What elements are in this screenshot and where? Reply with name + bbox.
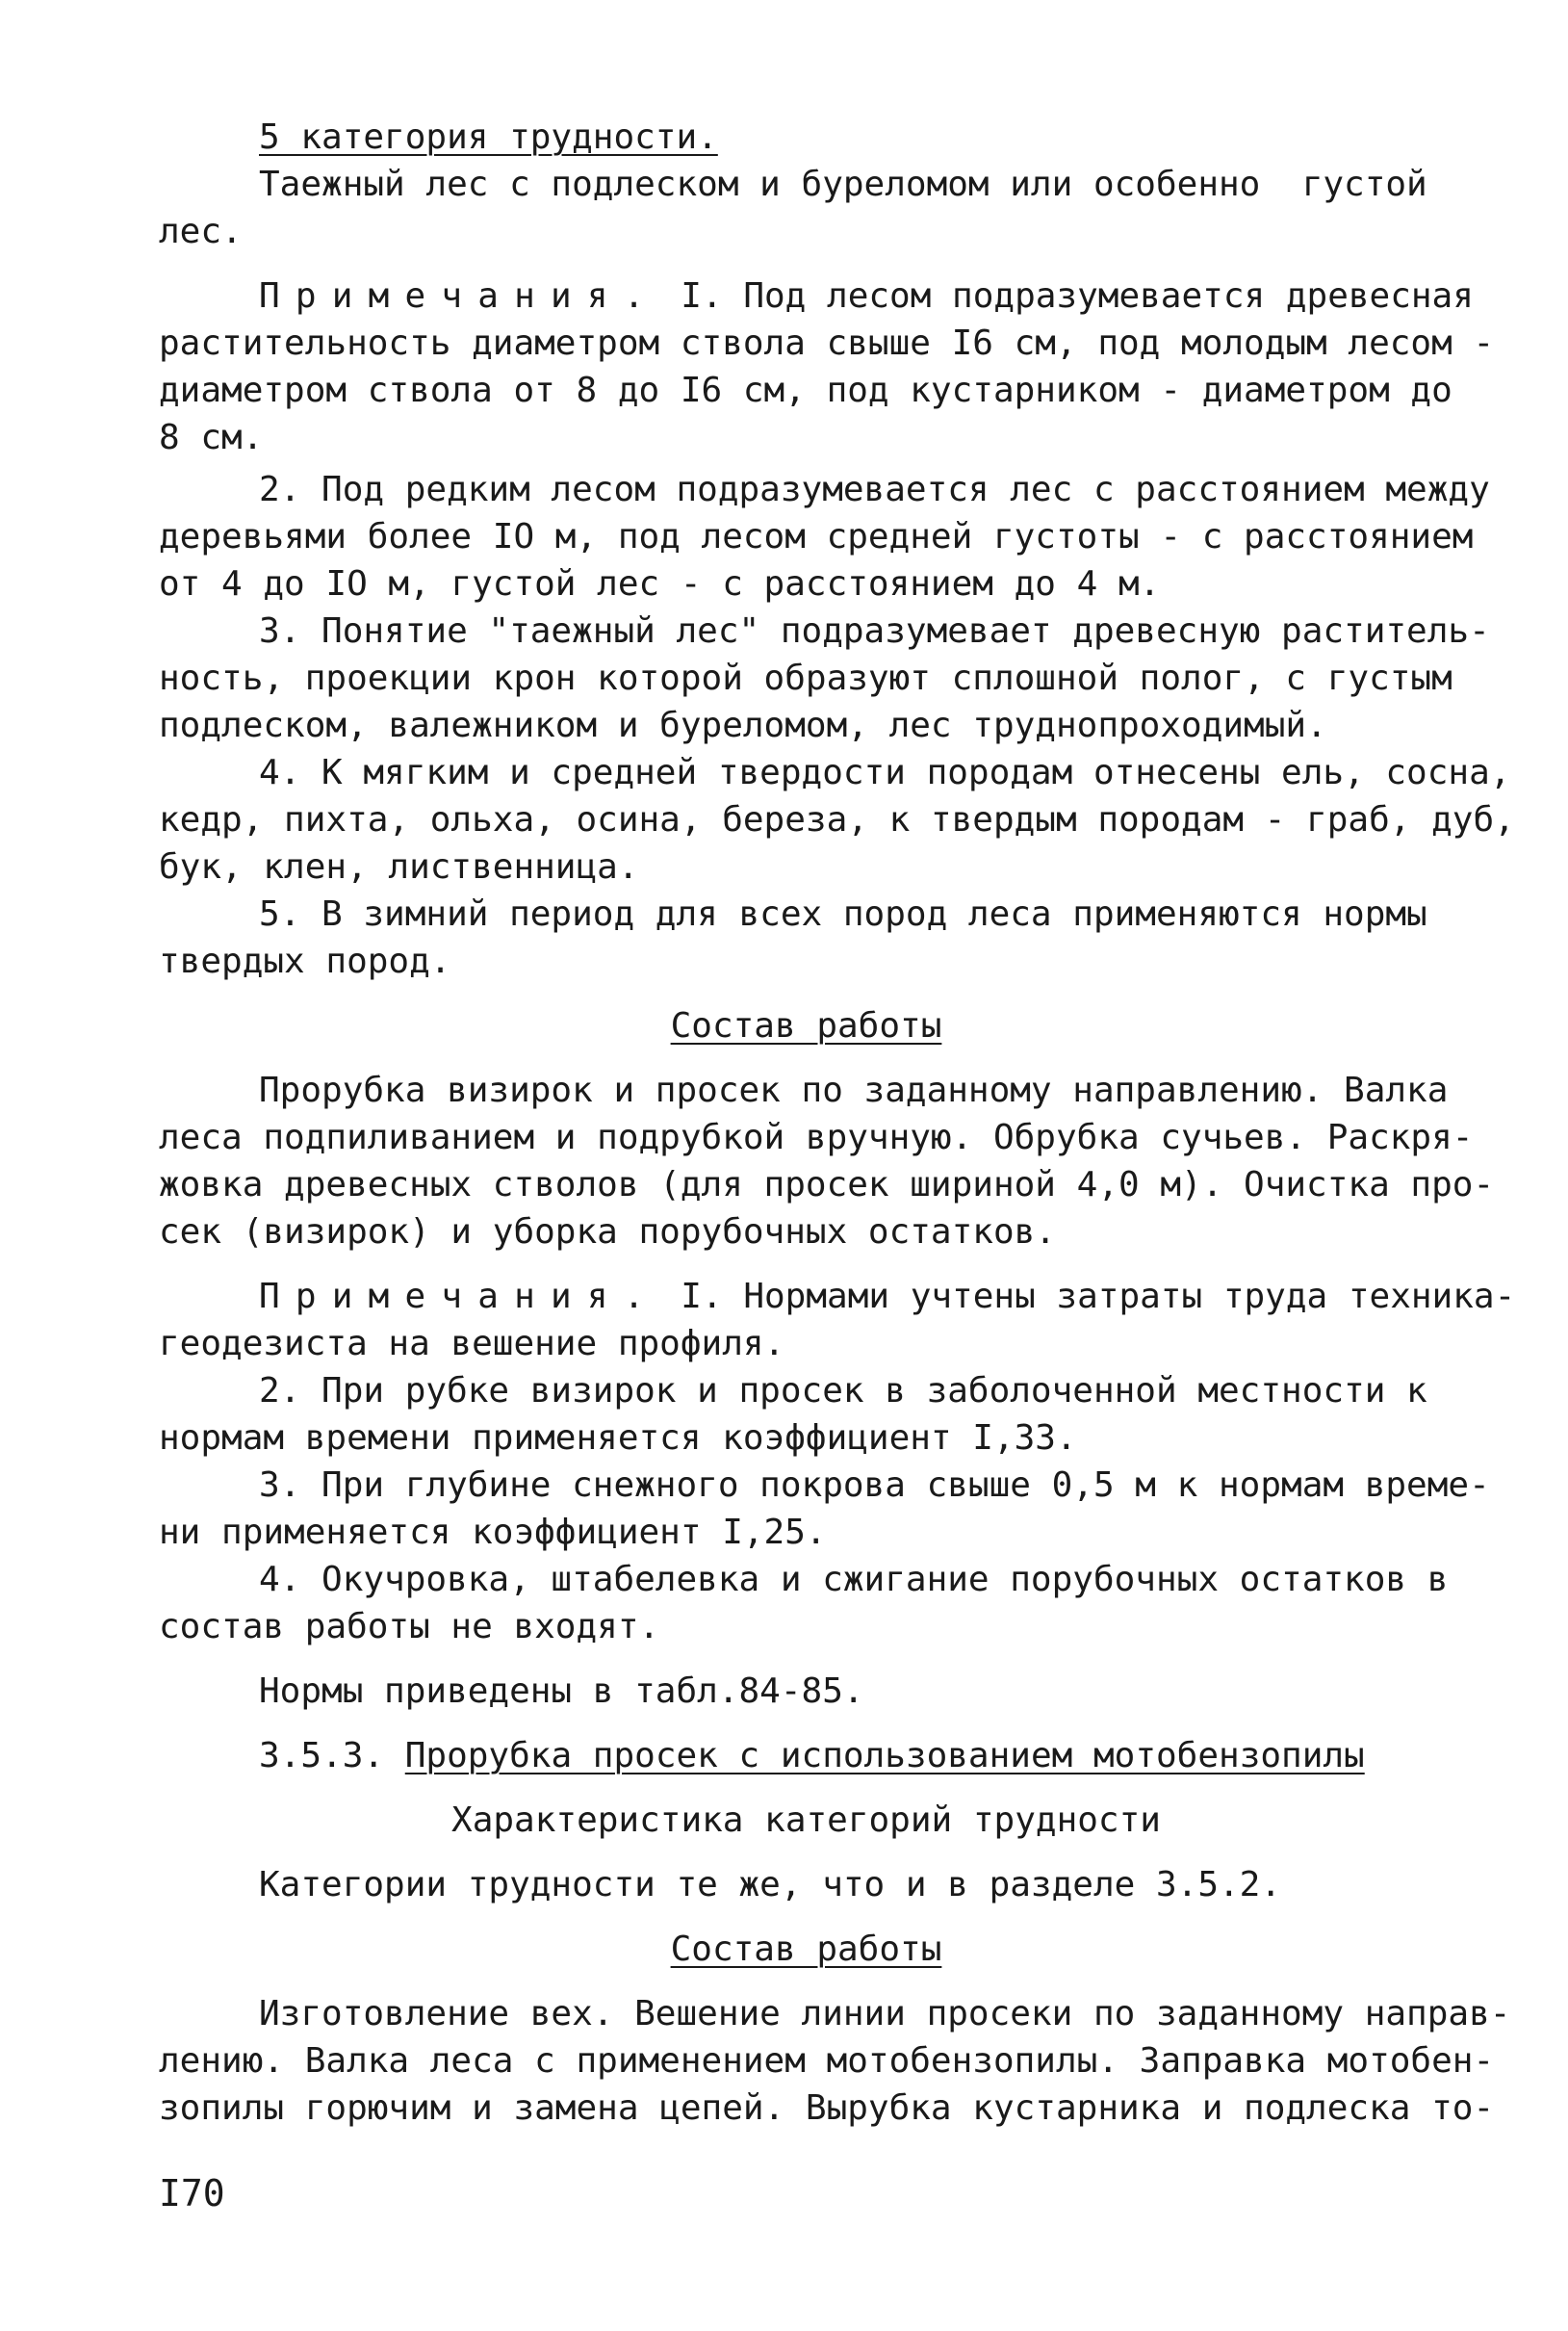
notes2-note4-line: состав работы не входят. <box>159 1607 660 1646</box>
notes1-note3-line: подлеском, валежником и буреломом, лес труднопроходимый. <box>159 706 1327 745</box>
notes2-note4-line: 4. Окучровка, штабелевка и сжигание порубочных остатков в <box>259 1560 1449 1599</box>
notes1-note5-line: твердых пород. <box>159 942 451 981</box>
notes1-note1-line: диаметром ствола от 8 до I6 см, под кустарником - диаметром до <box>159 371 1452 410</box>
work1-paragraph-line: леса подпиливанием и подрубкой вручную. Обрубка сучьев. Раскря- <box>159 1118 1474 1157</box>
notes2-note1-text: I. Нормами учтены затраты труда техника- <box>659 1277 1516 1316</box>
notes2-note2-line: 2. При рубке визирок и просек в заболоченной местности к <box>259 1371 1427 1411</box>
section5-heading: 5 категория трудности. <box>259 117 718 157</box>
work2-heading: Состав работы <box>670 1930 942 1969</box>
section5-desc-line: лес. <box>159 212 243 251</box>
characteristics-text: Категории трудности те же, что и в разделе 3.5.2. <box>259 1865 1282 1904</box>
notes1-note2-line: от 4 до IO м, густой лес - с расстоянием до 4 м. <box>159 564 1161 604</box>
section353-title: Прорубка просек с использованием мотобензопилы <box>404 1736 1365 1775</box>
section353-heading <box>159 1732 1453 1779</box>
work2-paragraph-line: лению. Валка леса с применением мотобензопилы. Заправка мотобен- <box>159 2041 1495 2081</box>
notes1-note2-line: 2. Под редким лесом подразумевается лес с расстоянием между <box>259 470 1490 509</box>
work2-paragraph-line: зопилы горючим и замена цепей. Вырубка кустарника и подлеска то- <box>159 2088 1495 2128</box>
work1-paragraph-line: Прорубка визирок и просек по заданному направлению. Валка <box>259 1071 1449 1110</box>
notes1-note3-line: 3. Понятие "таежный лес" подразумевает древесную раститель- <box>259 611 1490 651</box>
work1-paragraph-line: сек (визирок) и уборка порубочных остатков. <box>159 1212 1056 1252</box>
work2-heading-row <box>159 1926 1453 1973</box>
notes1-lead: Примечания. <box>259 276 660 316</box>
notes1-note1-line: 8 см. <box>159 418 264 457</box>
notes2-note3-line: ни применяется коэффициент I,25. <box>159 1513 827 1552</box>
work1-paragraph-line: жовка древесных стволов (для просек шириной 4,0 м). Очистка про- <box>159 1165 1495 1204</box>
page-number: I70 <box>159 2172 225 2214</box>
work1-heading-row <box>159 1002 1453 1049</box>
notes1-note4-line: 4. К мягким и средней твердости породам отнесены ель, сосна, <box>259 753 1511 792</box>
characteristics-heading: Характеристика категорий трудности <box>451 1800 1161 1840</box>
notes2-note3-line: 3. При глубине снежного покрова свыше 0,5 м к нормам време- <box>259 1465 1490 1505</box>
document-page <box>159 114 1516 2132</box>
norms-reference: Нормы приведены в табл.84-85. <box>259 1671 864 1711</box>
notes1-note5-line: 5. В зимний период для всех пород леса применяются нормы <box>259 894 1427 934</box>
work1-heading: Состав работы <box>670 1006 942 1046</box>
notes1-note1-line: растительность диаметром ствола свыше I6 см, под молодым лесом - <box>159 324 1495 363</box>
section5-desc-line: Таежный лес с подлеском и буреломом или особенно густой <box>259 165 1427 204</box>
notes1-note4-line: кедр, пихта, ольха, осина, береза, к твердым породам - граб, дуб, <box>159 800 1515 840</box>
notes1-note4-line: бук, клен, лиственница. <box>159 847 639 887</box>
notes2-note1-line <box>159 1273 1516 1320</box>
notes2-note2-line: нормам времени применяется коэффициент I,33. <box>159 1418 1077 1458</box>
notes2-note1-line: геодезиста на вешение профиля. <box>159 1324 785 1363</box>
notes1-note1-line <box>159 272 1474 320</box>
notes1-note3-line: ность, проекции крон которой образуют сплошной полог, с густым <box>159 659 1452 698</box>
work2-paragraph-line: Изготовление вех. Вешение линии просеки по заданному направ- <box>259 1994 1511 2033</box>
notes2-lead: Примечания. <box>259 1277 660 1316</box>
section353-number: 3.5.3. <box>259 1736 385 1775</box>
notes1-note1-text: I. Под лесом подразумевается древесная <box>659 276 1474 316</box>
notes1-note2-line: деревьями более IO м, под лесом средней густоты - с расстоянием <box>159 517 1474 557</box>
